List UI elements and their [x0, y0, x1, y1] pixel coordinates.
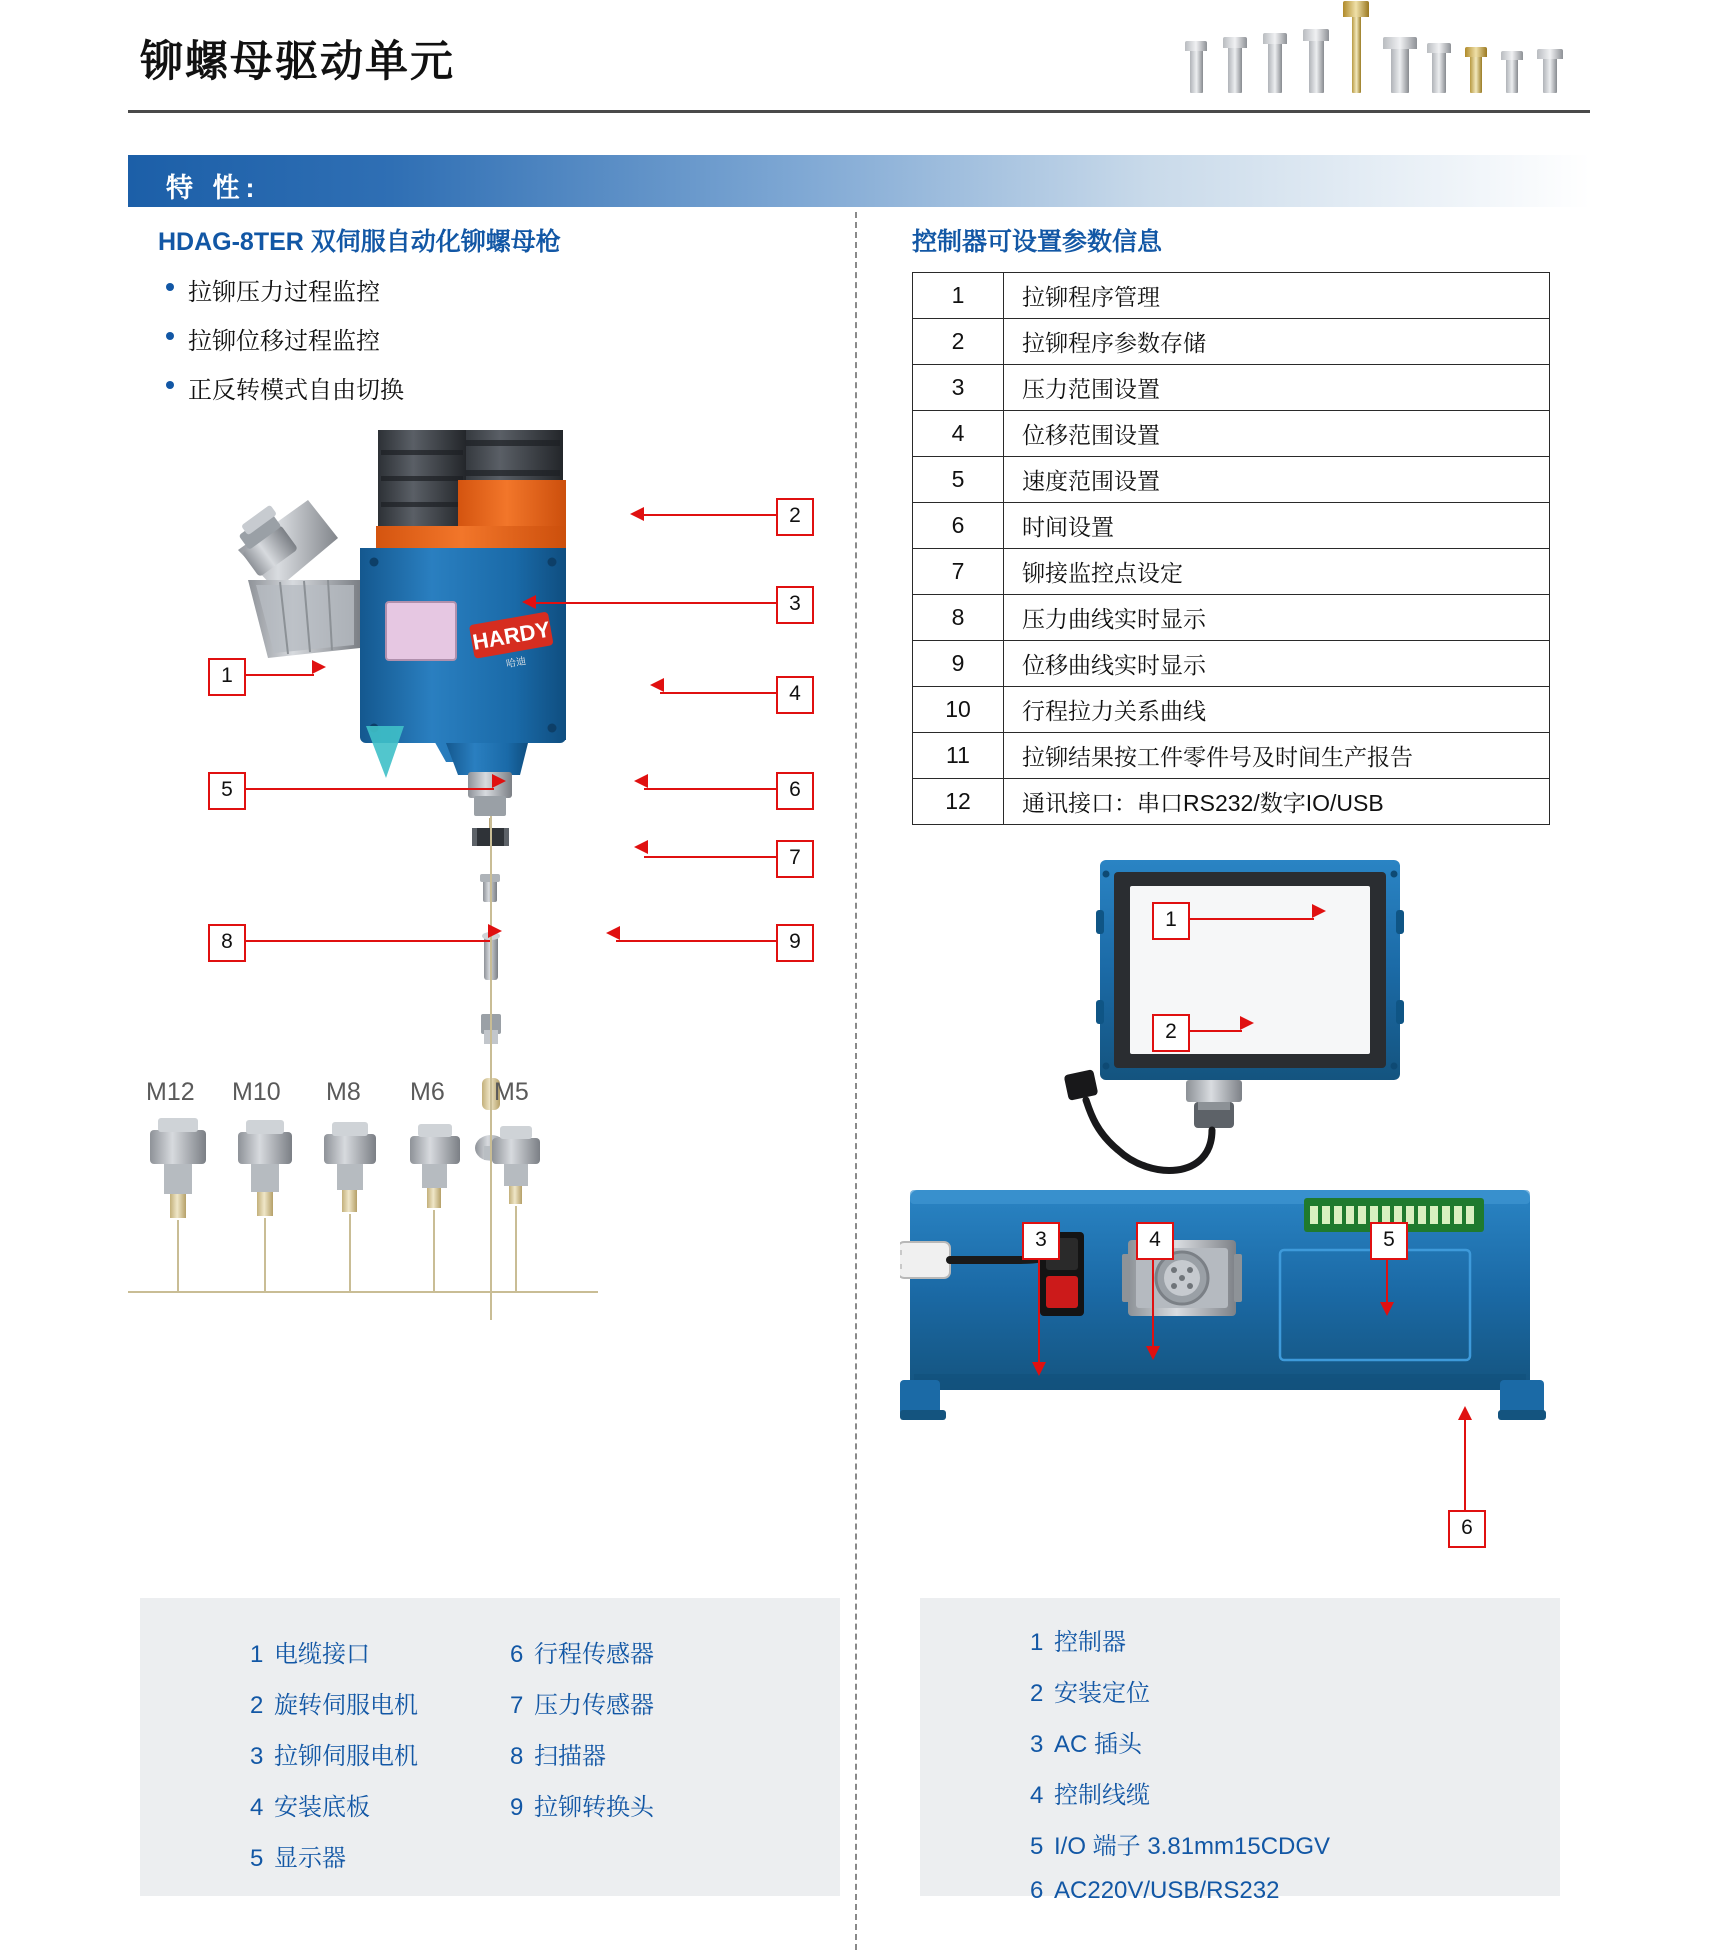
- controller-svg: [900, 850, 1580, 1570]
- row-index: 3: [913, 365, 1004, 411]
- legend-index: 3: [1030, 1731, 1044, 1758]
- row-desc: 位移范围设置: [1004, 411, 1550, 457]
- legend-text: 拉铆转换头: [534, 1794, 654, 1821]
- table-row: [913, 641, 1550, 687]
- list-item: [1030, 1622, 1330, 1657]
- list-item: [250, 1685, 418, 1720]
- size-label-m6: M6: [410, 1078, 445, 1106]
- ctrl-callout-2-leader: [1186, 1030, 1242, 1032]
- list-item: [510, 1685, 654, 1720]
- legend-text: 电缆接口: [274, 1641, 370, 1668]
- feature-section-bar: [128, 155, 1590, 207]
- legend-text: AC 插头: [1054, 1731, 1143, 1758]
- row-desc: 时间设置: [1004, 503, 1550, 549]
- legend-index: 8: [510, 1743, 524, 1770]
- rivet-icon: [1263, 33, 1287, 93]
- callout-1: 1: [208, 658, 246, 696]
- ctrl-callout-3: 3: [1022, 1222, 1060, 1260]
- header-divider-rule: [128, 110, 1590, 113]
- row-desc: 位移曲线实时显示: [1004, 641, 1550, 687]
- callout-4: 4: [776, 676, 814, 714]
- ctrl-callout-1-leader: [1186, 918, 1314, 920]
- legend-index: 1: [1030, 1629, 1044, 1656]
- left-column: [128, 222, 838, 419]
- table-row: [913, 549, 1550, 595]
- legend-text: 旋转伺服电机: [274, 1692, 418, 1719]
- ctrl-callout-2-arrow: [1240, 1016, 1254, 1030]
- controller-illustration: [900, 850, 1580, 1570]
- row-desc: 压力曲线实时显示: [1004, 595, 1550, 641]
- list-item: [250, 1838, 418, 1873]
- row-desc: 拉铆程序参数存储: [1004, 319, 1550, 365]
- row-index: 5: [913, 457, 1004, 503]
- size-label-m12: M12: [146, 1078, 195, 1106]
- callout-7-arrow: [634, 840, 648, 854]
- legend-index: 6: [1030, 1877, 1044, 1904]
- callout-9-arrow: [606, 926, 620, 940]
- row-desc: 行程拉力关系曲线: [1004, 687, 1550, 733]
- row-index: 4: [913, 411, 1004, 457]
- callout-2: 2: [776, 498, 814, 536]
- list-item: [1030, 1826, 1330, 1861]
- page-header: [0, 0, 1723, 122]
- row-desc: 速度范围设置: [1004, 457, 1550, 503]
- legend-right-col: [1030, 1622, 1330, 1921]
- row-index: 9: [913, 641, 1004, 687]
- list-item: [510, 1787, 654, 1822]
- ctrl-callout-4-leader: [1152, 1256, 1154, 1350]
- row-index: 1: [913, 273, 1004, 319]
- table-row: [913, 687, 1550, 733]
- row-index: 12: [913, 779, 1004, 825]
- list-item: [1030, 1877, 1330, 1905]
- callout-9-leader: [616, 940, 776, 942]
- size-label-m8: M8: [326, 1078, 361, 1106]
- table-row: [913, 411, 1550, 457]
- callout-5: 5: [208, 772, 246, 810]
- row-index: 8: [913, 595, 1004, 641]
- callout-7: 7: [776, 840, 814, 878]
- legend-text: I/O 端子 3.81mm15CDGV: [1054, 1833, 1331, 1860]
- legend-text: 压力传感器: [534, 1692, 654, 1719]
- callout-1-leader: [242, 674, 314, 676]
- table-row: [913, 503, 1550, 549]
- legend-index: 7: [510, 1692, 524, 1719]
- legend-text: 扫描器: [534, 1743, 606, 1770]
- rivet-icon: [1537, 49, 1563, 93]
- column-divider: [855, 212, 857, 1950]
- row-desc: 拉铆结果按工件零件号及时间生产报告: [1004, 733, 1550, 779]
- ctrl-callout-4: 4: [1136, 1222, 1174, 1260]
- table-row: [913, 319, 1550, 365]
- row-desc: 压力范围设置: [1004, 365, 1550, 411]
- legend-index: 1: [250, 1641, 264, 1668]
- ctrl-callout-6-leader: [1464, 1418, 1466, 1510]
- legend-text: 行程传感器: [534, 1641, 654, 1668]
- callout-9: 9: [776, 924, 814, 962]
- legend-index: 5: [1030, 1833, 1044, 1860]
- legend-index: 6: [510, 1641, 524, 1668]
- list-item: [1030, 1775, 1330, 1810]
- ctrl-callout-6-arrow: [1458, 1406, 1472, 1420]
- rivet-icon: [1343, 1, 1369, 93]
- legend-index: 4: [250, 1794, 264, 1821]
- ctrl-callout-3-leader: [1038, 1256, 1040, 1366]
- legend-text: 控制线缆: [1054, 1782, 1150, 1809]
- rivet-gun-svg: [128, 430, 838, 1590]
- ctrl-callout-5-arrow: [1380, 1302, 1394, 1316]
- callout-6-leader: [644, 788, 776, 790]
- row-desc: 拉铆程序管理: [1004, 273, 1550, 319]
- legend-left-box: [140, 1598, 840, 1896]
- legend-text: 显示器: [274, 1845, 346, 1872]
- list-item: [250, 1787, 418, 1822]
- list-item: [510, 1634, 654, 1669]
- legend-text: AC220V/USB/RS232: [1054, 1877, 1280, 1904]
- callout-4-leader: [660, 692, 776, 694]
- row-index: 2: [913, 319, 1004, 365]
- ctrl-callout-2: 2: [1152, 1014, 1190, 1052]
- legend-index: 5: [250, 1845, 264, 1872]
- ctrl-callout-4-arrow: [1146, 1346, 1160, 1360]
- ctrl-callout-1: 1: [1152, 902, 1190, 940]
- legend-index: 2: [250, 1692, 264, 1719]
- list-item: [250, 1634, 418, 1669]
- callout-5-leader: [242, 788, 494, 790]
- legend-text: 控制器: [1054, 1629, 1126, 1656]
- list-item: [510, 1736, 654, 1771]
- table-row: [913, 365, 1550, 411]
- legend-index: 9: [510, 1794, 524, 1821]
- ctrl-callout-1-arrow: [1312, 904, 1326, 918]
- callout-2-arrow: [630, 507, 644, 521]
- callout-7-leader: [644, 856, 776, 858]
- table-row: [913, 733, 1550, 779]
- rivet-icon: [1501, 51, 1523, 93]
- ctrl-callout-5: 5: [1370, 1222, 1408, 1260]
- rivet-icon: [1427, 43, 1451, 93]
- legend-index: 4: [1030, 1782, 1044, 1809]
- row-index: 7: [913, 549, 1004, 595]
- legend-left-col2: [510, 1634, 654, 1838]
- list-item: 拉铆压力过程监控: [162, 272, 838, 307]
- list-item: [1030, 1673, 1330, 1708]
- row-index: 6: [913, 503, 1004, 549]
- row-desc: 通讯接口：串口RS232/数字IO/USB: [1004, 779, 1550, 825]
- callout-8-arrow: [488, 924, 502, 938]
- callout-1-arrow: [312, 660, 326, 674]
- model-title: HDAG-8TER 双伺服自动化铆螺母枪: [158, 228, 561, 256]
- legend-index: 3: [250, 1743, 264, 1770]
- rivet-gun-illustration: [128, 430, 838, 1590]
- callout-3-leader: [528, 602, 776, 604]
- table-row: [913, 779, 1550, 825]
- callout-4-arrow: [650, 678, 664, 692]
- rivet-icon: [1465, 47, 1487, 93]
- rivet-icon: [1383, 37, 1417, 93]
- callout-5-arrow: [492, 774, 506, 788]
- callout-2-leader: [636, 514, 776, 516]
- legend-left-col1: [250, 1634, 418, 1889]
- svg-text:哈迪: 哈迪: [505, 656, 528, 671]
- rivet-icon: [1185, 41, 1207, 93]
- row-index: 10: [913, 687, 1004, 733]
- list-item: 正反转模式自由切换: [162, 370, 838, 405]
- callout-6: 6: [776, 772, 814, 810]
- parameter-table: [912, 272, 1550, 825]
- rivet-icon: [1223, 37, 1247, 93]
- ctrl-callout-5-leader: [1386, 1256, 1388, 1306]
- parameter-table-title: 控制器可设置参数信息: [912, 228, 1163, 256]
- list-item: 拉铆位移过程监控: [162, 321, 838, 356]
- callout-8: 8: [208, 924, 246, 962]
- callout-6-arrow: [634, 774, 648, 788]
- legend-text: 拉铆伺服电机: [274, 1743, 418, 1770]
- list-item: [250, 1736, 418, 1771]
- legend-text: 安装底板: [274, 1794, 370, 1821]
- right-column: [912, 222, 1552, 825]
- page-title: 铆螺母驱动单元: [140, 38, 455, 86]
- table-row: [913, 273, 1550, 319]
- table-row: [913, 595, 1550, 641]
- feature-section-label: 特 性:: [166, 173, 261, 203]
- feature-bullet-list: [162, 272, 838, 405]
- table-row: [913, 457, 1550, 503]
- row-desc: 铆接监控点设定: [1004, 549, 1550, 595]
- ctrl-callout-6: 6: [1448, 1510, 1486, 1548]
- size-label-m5: M5: [494, 1078, 529, 1106]
- size-label-m10: M10: [232, 1078, 281, 1106]
- ctrl-callout-3-arrow: [1032, 1362, 1046, 1376]
- legend-index: 2: [1030, 1680, 1044, 1707]
- list-item: [1030, 1724, 1330, 1759]
- callout-8-leader: [242, 940, 490, 942]
- callout-3-arrow: [522, 595, 536, 609]
- svg-text:HARDY: HARDY: [470, 616, 553, 655]
- legend-right-box: [920, 1598, 1560, 1904]
- row-index: 11: [913, 733, 1004, 779]
- callout-3: 3: [776, 586, 814, 624]
- rivet-icon: [1303, 29, 1329, 93]
- legend-text: 安装定位: [1054, 1680, 1150, 1707]
- rivet-illustration-group: [1185, 10, 1585, 105]
